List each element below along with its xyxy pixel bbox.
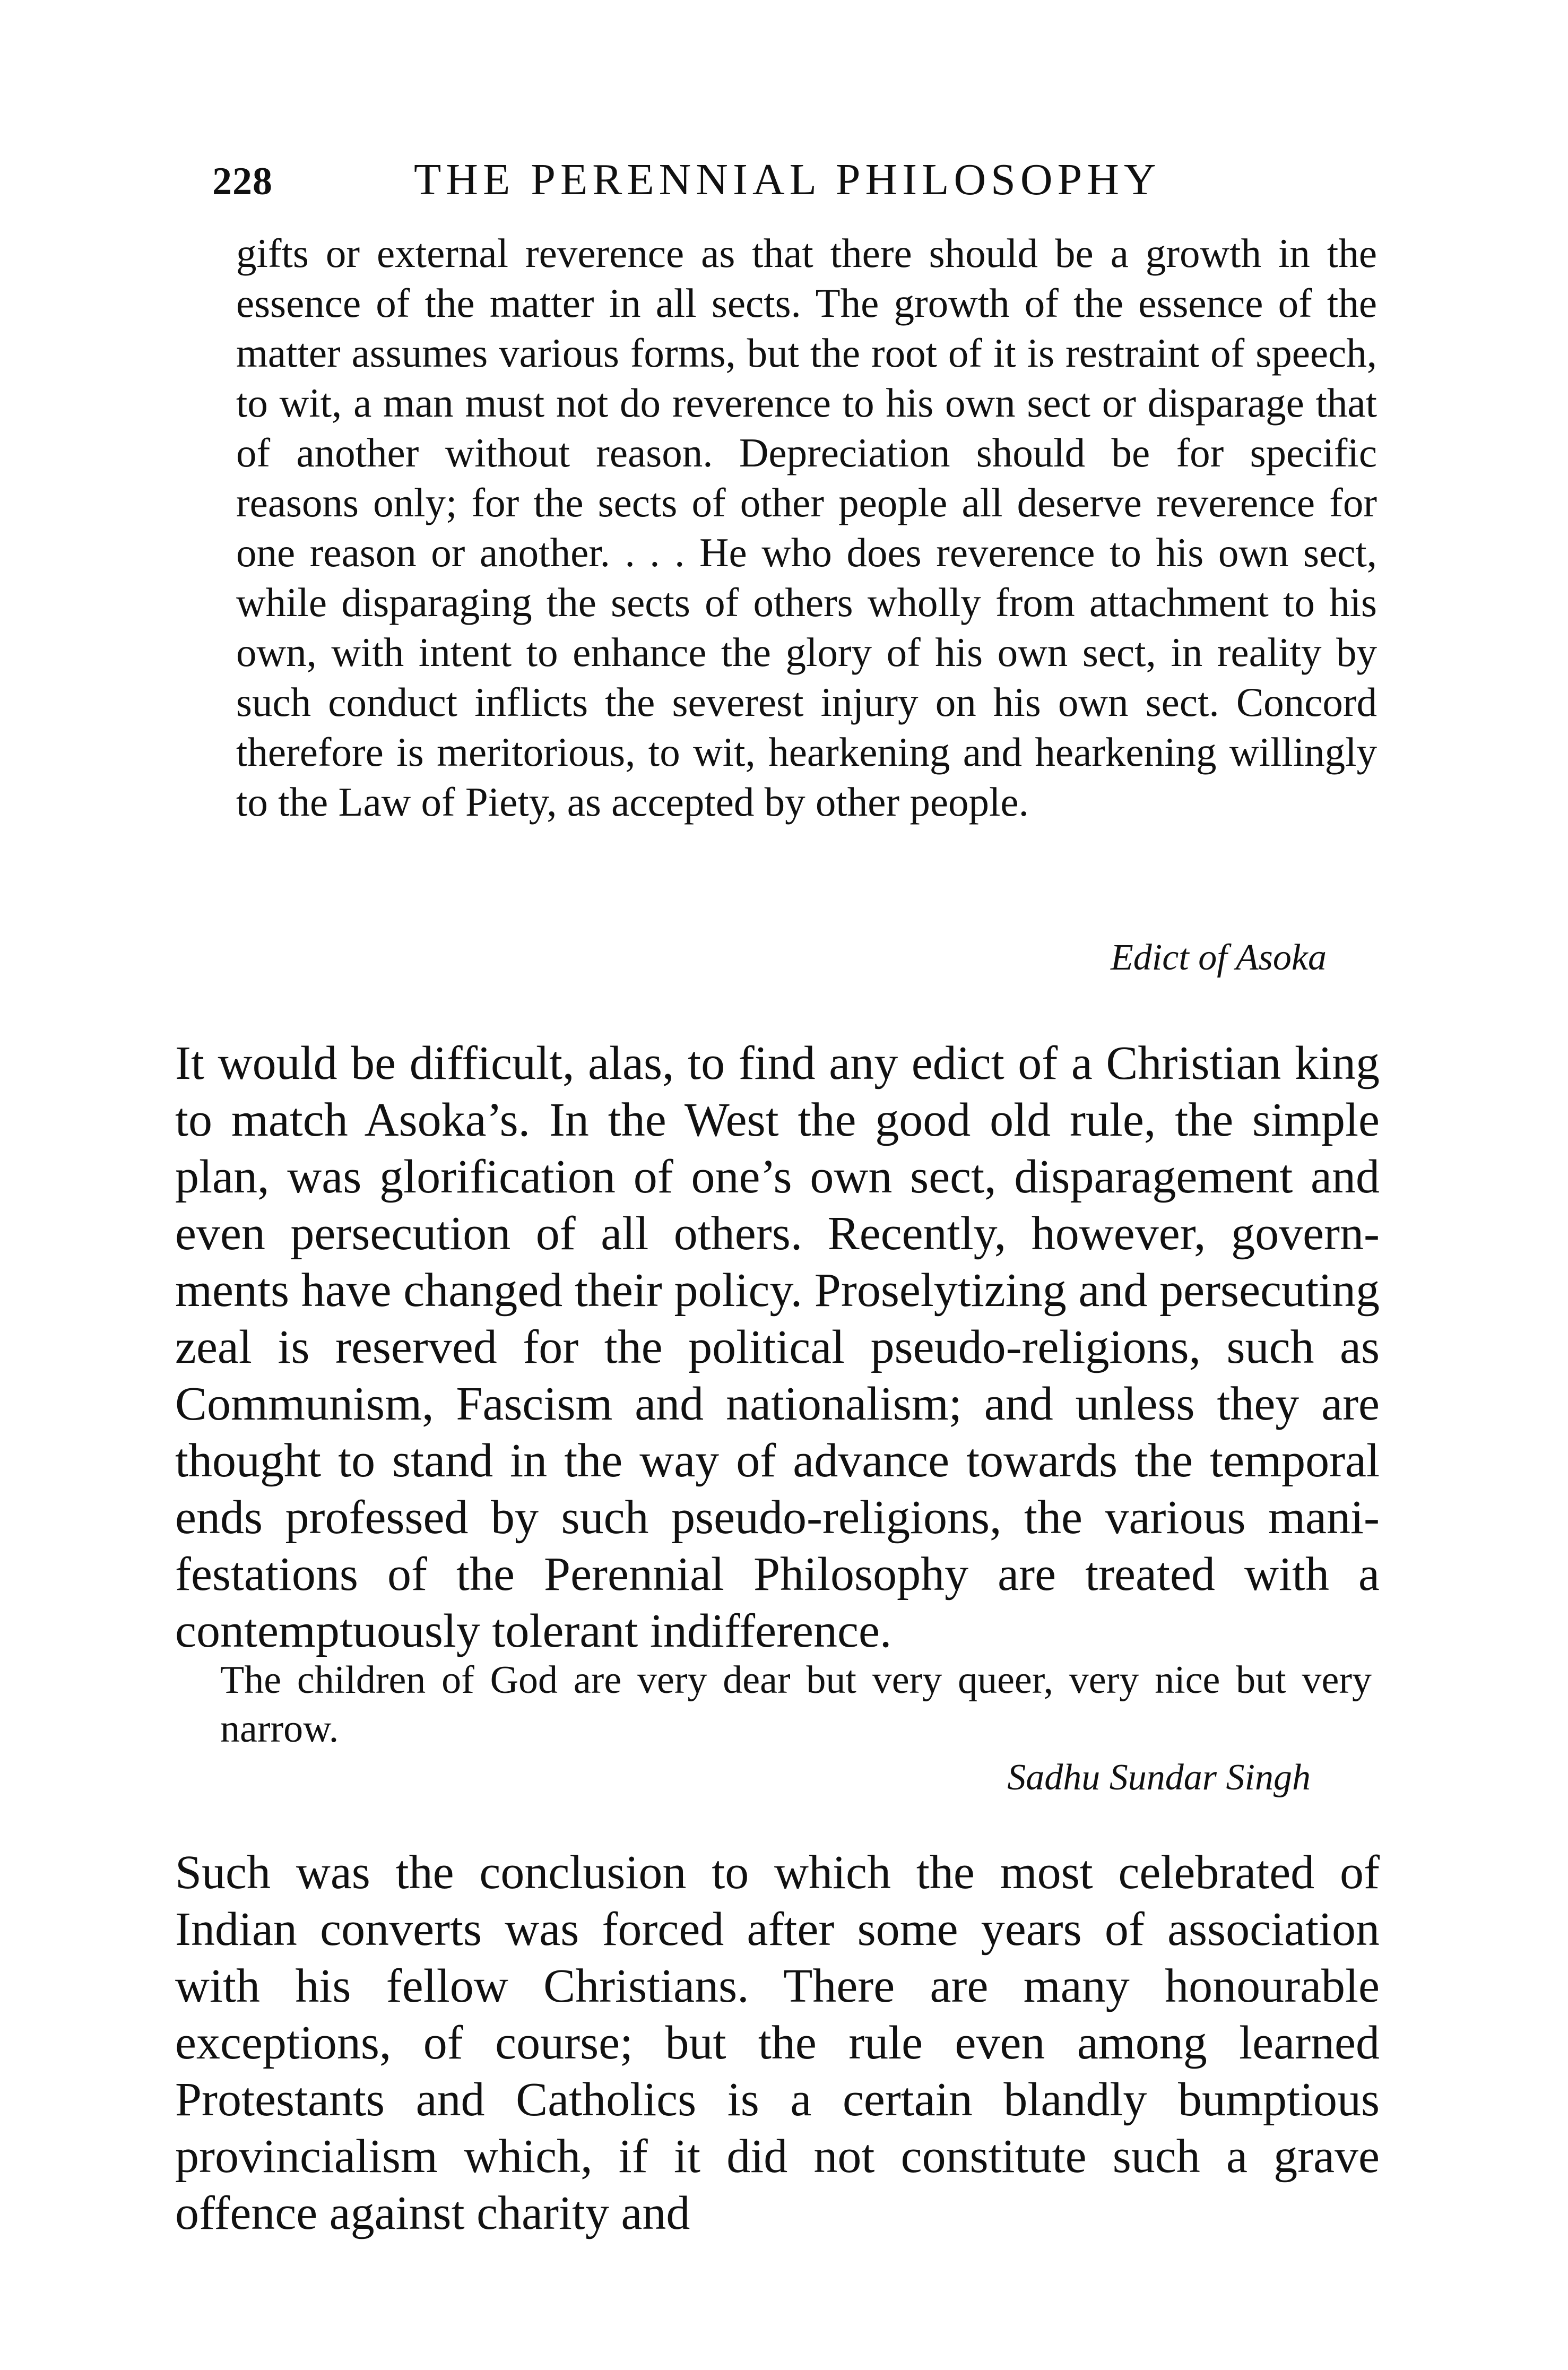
asoka-edict-attribution: Edict of Asoka <box>1111 937 1327 978</box>
running-title: THE PERENNIAL PHILOSOPHY <box>414 155 1161 204</box>
asoka-edict-quote: gifts or external reverence as that there should be a growth in the essence of the matter in all sects. The growth of the essence of the matter assumes various forms, but the root of it is restraint of speech, to wit, a man must not do reverence to his own sect or disparage that of another without reason. Depreciation should be for specific reasons only; for the sects of other people all deserve reverence for one reason or another. . . . He who does reverence to his own sect, while disparaging the sects of others wholly from attachment to his own, with intent to enhance the glory of his own sect, in reality by such conduct inflicts the severest injury on his own sect. Concord therefore is meritorious, to wit, hearkening and hearkening willingly to the Law of Piety, as accepted by other people. <box>236 230 1377 825</box>
body-paragraph-indian-converts: Such was the conclusion to which the most celebrated of Indian converts was forced after some years of association with his fellow Christians. There are many honourable exceptions, of course; but the rule even among learned Protestants and Catholics is a certain blandly bumptious provincialism which, if it did not constitute such a grave offence against charity and <box>175 1846 1380 2239</box>
page-number: 228 <box>212 160 273 203</box>
sundar-singh-quote: The children of God are very dear but very queer, very nice but very narrow. <box>220 1658 1372 1751</box>
running-head <box>212 154 1390 212</box>
body-paragraph-christian-kings: It would be difficult, alas, to find any edict of a Christian king to match Asoka’s. In the West the good old rule, the simple plan, was glorification of one’s own sect, disparagement and even persecution of all others. Recently, however, governments have changed their policy. Proselytizing and persecuting zeal is reserved for the political pseudo-religions, such as Communism, Fascism and nationalism; and unless they are thought to stand in the way of advance towards the temporal ends professed by such pseudo-religions, the various manifestations of the Perennial Philosophy are treated with a contemptuously tolerant indifference. <box>175 1037 1380 1657</box>
sundar-singh-attribution: Sadhu Sundar Singh <box>1007 1757 1311 1798</box>
